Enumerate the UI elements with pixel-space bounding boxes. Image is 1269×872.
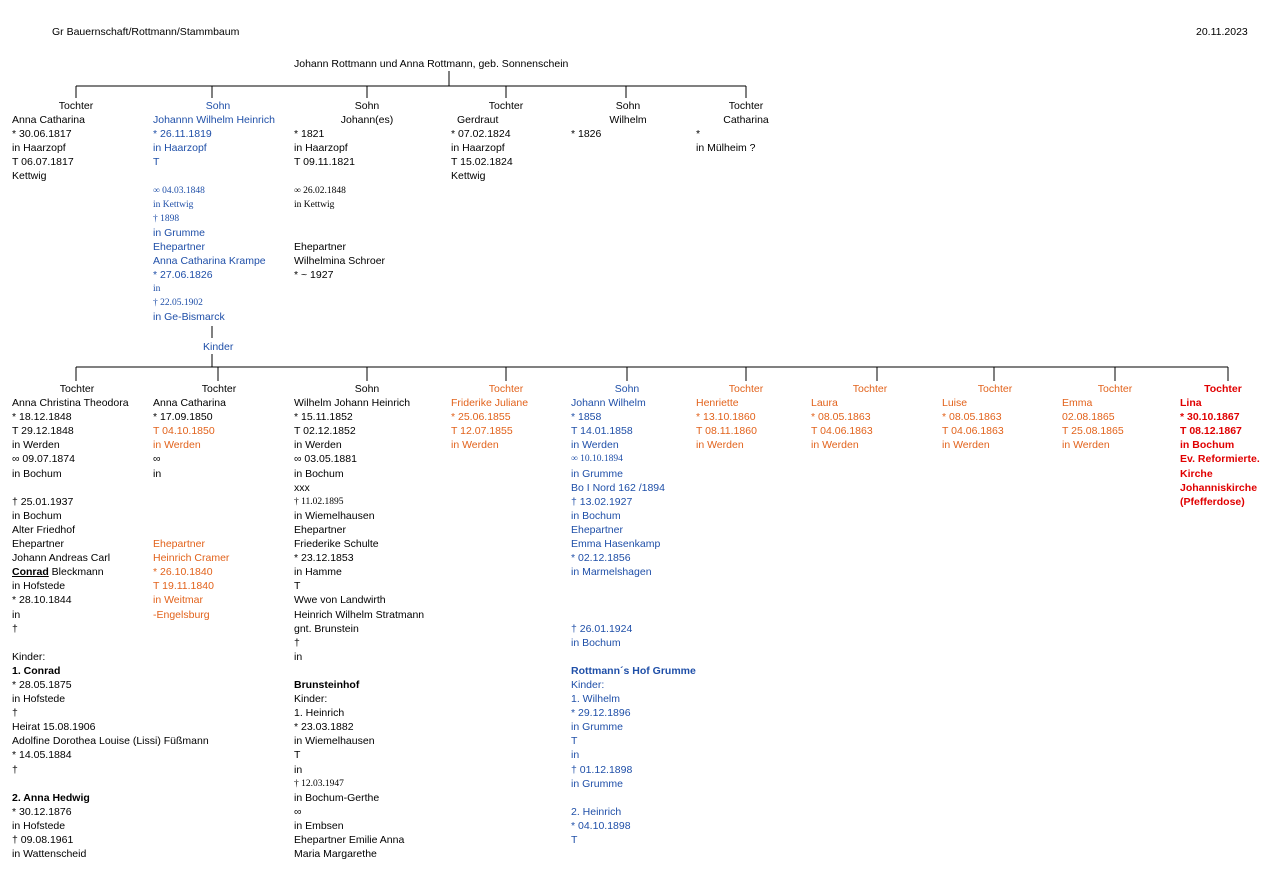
document-date: 20.11.2023 <box>1196 26 1248 38</box>
person-line: Ev. Reformierte. <box>1180 453 1260 466</box>
person-line: T <box>294 749 301 762</box>
person-line: T 29.12.1848 <box>12 425 74 438</box>
person-line: in Kettwig <box>294 199 335 210</box>
person-line: Friederike Schulte <box>294 538 379 551</box>
person-line: * 08.05.1863 <box>942 411 1002 424</box>
kinder-label: Kinder <box>203 341 234 353</box>
person-line: in Haarzopf <box>451 142 505 155</box>
person-line: 1. Heinrich <box>294 707 345 720</box>
person-line: T <box>153 156 160 169</box>
person-line: Heinrich Wilhelm Stratmann <box>294 608 425 621</box>
person-line: * 15.11.1852 <box>294 411 353 424</box>
person-line: in Werden <box>153 439 201 452</box>
person-line: in Bochum <box>571 509 621 522</box>
person-line: T 19.11.1840 <box>153 580 214 593</box>
person-line: Laura <box>811 397 838 410</box>
person-line: in Wiemelhausen <box>294 509 375 522</box>
person-line: 2. Anna Hedwig <box>12 791 90 804</box>
person-line: † 13.02.1927 <box>571 495 633 508</box>
person-line: ∞ 09.07.1874 <box>12 453 75 466</box>
person-line: Ehepartner Emilie Anna <box>294 834 405 846</box>
person-line: T 02.12.1852 <box>294 425 356 438</box>
given-name-emphasis: Conrad <box>12 566 49 579</box>
person-line: * 30.06.1817 <box>12 128 72 141</box>
person-line: T <box>294 580 301 593</box>
person-line: † 25.01.1937 <box>12 495 74 508</box>
person-line: in Grumme <box>571 777 623 790</box>
person-line: T <box>571 834 578 846</box>
person-line: in Bochum-Gerthe <box>294 791 380 804</box>
person-line: Kinder: <box>571 678 605 691</box>
person-line: in Hofstede <box>12 580 66 593</box>
person-line: xxx <box>294 481 310 494</box>
person-line: in Kettwig <box>153 199 194 210</box>
person-line: Luise <box>942 397 968 410</box>
person-line: † <box>294 636 300 649</box>
person-emma <box>1062 382 1168 452</box>
person-line: T 14.01.1858 <box>571 425 633 438</box>
person-line: in Werden <box>811 439 859 452</box>
person-line: Lina <box>1180 397 1202 410</box>
person-line: Kettwig <box>451 170 486 183</box>
person-role: Sohn <box>615 100 641 112</box>
person-line: T 04.10.1850 <box>153 425 215 438</box>
person-line: † 22.05.1902 <box>153 298 203 309</box>
person-line: Kinder: <box>294 693 328 706</box>
person-line: Ehepartner <box>12 538 64 551</box>
person-line: Wwe von Landwirth <box>294 594 386 607</box>
person-wilhelm-1826 <box>571 99 685 141</box>
person-line: Adolfine Dorothea Louise (Lissi) Füßmann <box>12 735 209 748</box>
person-role: Tochter <box>852 383 888 395</box>
person-line: * 30.12.1876 <box>12 805 72 818</box>
person-line: Anna Catharina <box>12 114 85 127</box>
person-line: † 09.08.1961 <box>12 834 74 846</box>
person-role: Sohn <box>205 100 231 112</box>
person-line: * 25.06.1855 <box>451 411 511 424</box>
person-line: * <box>696 128 701 141</box>
person-line: in Mülheim ? <box>696 142 756 155</box>
person-line: in Hofstede <box>12 693 66 706</box>
person-line: Anna Christina Theodora <box>12 397 129 410</box>
person-line: T 08.12.1867 <box>1180 425 1242 438</box>
person-line: Wilhelm Johann Heinrich <box>294 397 411 410</box>
person-johann-wilhelm-heinrich <box>153 99 283 325</box>
person-line: in Werden <box>696 439 744 452</box>
person-line: * 04.10.1898 <box>571 819 631 832</box>
person-johannes-1821 <box>294 99 440 282</box>
person-role: Sohn <box>354 100 380 112</box>
person-line: in <box>12 608 21 621</box>
person-line: Maria Margarethe <box>294 848 377 861</box>
spacer <box>294 169 440 183</box>
spacer <box>571 608 683 622</box>
person-role: Sohn <box>354 383 380 395</box>
person-line: † 11.02.1895 <box>294 496 344 507</box>
person-name: Gerdraut <box>457 114 499 127</box>
spacer <box>153 523 285 537</box>
person-line: * 1858 <box>571 411 602 424</box>
person-line: in Haarzopf <box>12 142 66 155</box>
person-line: * 26.11.1819 <box>153 128 212 141</box>
person-role: Tochter <box>488 100 524 112</box>
person-line: † 12.03.1947 <box>294 778 344 789</box>
person-friderike-juliane <box>451 382 561 452</box>
person-line: -Engelsburg <box>153 608 210 621</box>
parents-title: Johann Rottmann und Anna Rottmann, geb. Sonnenschein <box>294 58 569 70</box>
person-line: in Grumme <box>571 721 623 734</box>
person-line: Brunsteinhof <box>294 678 360 691</box>
person-line: Ehepartner <box>294 523 346 536</box>
person-name: Catharina <box>723 114 769 127</box>
person-line: in Werden <box>1062 439 1110 452</box>
person-line: * 29.12.1896 <box>571 707 631 720</box>
person-line: 1. Wilhelm <box>571 693 621 706</box>
person-line: in Marmelshagen <box>571 566 652 579</box>
person-line: * 27.06.1826 <box>153 269 213 282</box>
person-line: in Haarzopf <box>294 142 348 155</box>
person-line: Kinder: <box>12 650 46 663</box>
person-line: in Wattenscheid <box>12 848 87 861</box>
person-line: ∞ <box>294 805 302 818</box>
person-line: in Werden <box>294 439 342 452</box>
person-line: in Wiemelhausen <box>294 735 375 748</box>
person-line: Wilhelmina Schroer <box>294 255 386 268</box>
person-line: * 13.10.1860 <box>696 411 756 424</box>
person-line: in Hamme <box>294 566 342 579</box>
person-line: Anna Catharina <box>153 397 226 410</box>
person-line: Kirche <box>1180 467 1213 480</box>
person-line: 02.08.1865 <box>1062 411 1115 424</box>
person-line: in Grumme <box>153 226 205 239</box>
person-line: 1. Conrad <box>12 664 61 677</box>
person-line: T 08.11.1860 <box>696 425 757 438</box>
person-line: T 12.07.1855 <box>451 425 513 438</box>
person-line: (Pfefferdose) <box>1180 495 1245 508</box>
person-laura <box>811 382 929 452</box>
person-line: ∞ 26.02.1848 <box>294 185 346 196</box>
person-lina <box>1180 382 1266 509</box>
person-line: † <box>12 707 18 720</box>
person-line: in Hofstede <box>12 819 66 832</box>
person-johann-wilhelm-1858 <box>571 382 696 847</box>
person-line: † <box>12 622 18 635</box>
person-role: Tochter <box>977 383 1013 395</box>
document-path: Gr Bauernschaft/Rottmann/Stammbaum <box>52 26 240 38</box>
person-wilhelm-johann-heinrich <box>294 382 440 861</box>
person-line: in <box>153 467 162 480</box>
person-line: * 28.10.1844 <box>12 594 72 607</box>
person-line: * 08.05.1863 <box>811 411 871 424</box>
person-line: * 02.12.1856 <box>571 552 631 565</box>
person-line: * 1826 <box>571 128 602 141</box>
person-line: Rottmann´s Hof Grumme <box>571 664 696 677</box>
person-henriette <box>696 382 796 452</box>
person-anna-catharina-1817 <box>12 99 140 184</box>
person-role: Sohn <box>614 383 640 395</box>
person-line: T 09.11.1821 <box>294 156 355 169</box>
person-line: ∞ 10.10.1894 <box>571 454 623 465</box>
person-line: in Werden <box>451 439 499 452</box>
spacer <box>153 495 285 509</box>
person-line: * 14.05.1884 <box>12 749 72 762</box>
person-line: † <box>12 763 18 776</box>
person-line: Johann Andreas Carl <box>12 552 111 565</box>
person-line: ∞ 04.03.1848 <box>153 185 205 196</box>
spacer <box>12 636 142 650</box>
person-line: in Grumme <box>571 467 623 480</box>
person-role: Tochter <box>59 383 95 395</box>
person-name: Wilhelm <box>609 114 647 127</box>
person-line: in Bochum <box>1180 439 1235 452</box>
spacer <box>571 593 683 607</box>
person-line: * ~ 1927 <box>294 269 334 282</box>
person-line: Johann Wilhelm <box>571 397 646 410</box>
person-role: Tochter <box>728 100 764 112</box>
spacer <box>294 226 440 240</box>
person-anna-catharina-1850 <box>153 382 285 622</box>
person-line: * 26.10.1840 <box>153 566 213 579</box>
person-line: in Haarzopf <box>153 142 207 155</box>
person-line: Johannn Wilhelm Heinrich <box>153 114 275 127</box>
person-line: in Werden <box>571 439 619 452</box>
person-line: ∞ 03.05.1881 <box>294 453 357 466</box>
person-gerdraut <box>451 99 561 184</box>
person-line: Ehepartner <box>294 240 346 253</box>
spacer <box>571 650 683 664</box>
person-line: in Bochum <box>294 467 344 480</box>
spacer <box>571 791 683 805</box>
person-line: T 06.07.1817 <box>12 156 74 169</box>
person-line: Ehepartner <box>153 240 205 253</box>
person-role: Tochter <box>58 100 94 112</box>
person-line: T 04.06.1863 <box>942 425 1004 438</box>
person-line: in Embsen <box>294 819 344 832</box>
spacer <box>12 481 142 495</box>
person-line: Ehepartner <box>153 538 205 551</box>
person-line: T <box>571 735 578 748</box>
person-line: Johanniskirche <box>1180 481 1258 494</box>
spacer <box>153 509 285 523</box>
spacer <box>153 169 283 183</box>
person-line: in <box>294 763 303 776</box>
person-line: Conrad Bleckmann <box>12 566 104 579</box>
person-line: in <box>153 284 161 295</box>
person-line: T 04.06.1863 <box>811 425 873 438</box>
person-line: in Bochum <box>12 509 62 522</box>
spacer <box>294 664 440 678</box>
person-line: Friderike Juliane <box>451 397 529 410</box>
person-line: Anna Catharina Krampe <box>153 255 266 268</box>
person-line: in Bochum <box>12 467 62 480</box>
person-line: Heinrich Cramer <box>153 552 230 565</box>
person-catharina <box>696 99 796 155</box>
person-line: † 01.12.1898 <box>571 763 633 776</box>
person-line: * 18.12.1848 <box>12 411 72 424</box>
spacer <box>294 212 440 226</box>
person-line: 2. Heinrich <box>571 805 622 818</box>
person-line: * 23.12.1853 <box>294 552 354 565</box>
person-line: in Werden <box>12 439 60 452</box>
person-line: in <box>571 749 580 762</box>
person-role: Tochter <box>488 383 524 395</box>
person-line: Bo I Nord 162 /1894 <box>571 481 665 494</box>
person-line: * 07.02.1824 <box>451 128 511 141</box>
person-line: * 17.09.1850 <box>153 411 213 424</box>
person-line: * 28.05.1875 <box>12 678 72 691</box>
person-line: † 1898 <box>153 213 180 224</box>
spacer <box>12 777 142 791</box>
person-line: Alter Friedhof <box>12 523 76 536</box>
person-line: T 25.08.1865 <box>1062 425 1124 438</box>
person-name: Johann(es) <box>340 114 394 127</box>
person-role: Tochter <box>728 383 764 395</box>
person-line: Kettwig <box>12 170 47 183</box>
person-role: Tochter <box>1097 383 1133 395</box>
spacer <box>571 579 683 593</box>
person-line: gnt. Brunstein <box>294 622 359 635</box>
person-line: † 26.01.1924 <box>571 622 633 635</box>
person-line: in <box>294 650 303 663</box>
person-line: ∞ <box>153 453 161 466</box>
person-line: Henriette <box>696 397 739 410</box>
person-line: Emma <box>1062 397 1093 410</box>
person-line: in Bochum <box>571 636 621 649</box>
person-role: Tochter <box>1204 383 1242 395</box>
person-line: in Werden <box>942 439 990 452</box>
person-line: T 15.02.1824 <box>451 156 513 169</box>
person-line: Heirat 15.08.1906 <box>12 721 96 734</box>
person-line: * 30.10.1867 <box>1180 411 1240 424</box>
person-line: in Weitmar <box>153 594 203 607</box>
person-line: Emma Hasenkamp <box>571 538 661 551</box>
person-line: * 23.03.1882 <box>294 721 354 734</box>
person-luise <box>942 382 1048 452</box>
person-role: Tochter <box>201 383 237 395</box>
person-line: in Ge-Bismarck <box>153 311 225 324</box>
person-line: Ehepartner <box>571 523 623 536</box>
spacer <box>153 481 285 495</box>
person-line: * 1821 <box>294 128 325 141</box>
